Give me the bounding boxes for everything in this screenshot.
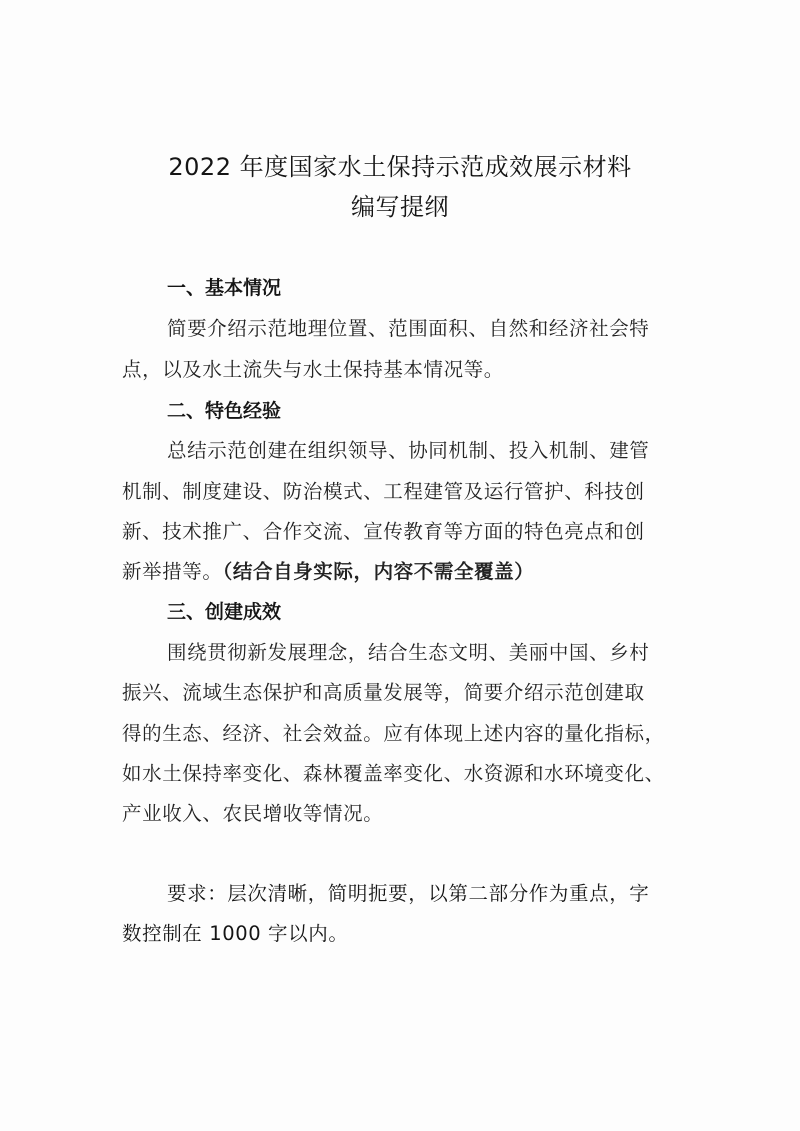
section-2-line-4 [122, 556, 534, 584]
section-heading-results: 三、创建成效 [167, 601, 282, 623]
section-2-line-1: 总结示范创建在组织领导、协同机制、投入机制、建管 [167, 439, 650, 462]
section-2-line-2: 机制、制度建设、防治模式、工程建管及运行管护、科技创 [122, 480, 645, 503]
section-3-line-4: 如水土保持率变化、森林覆盖率变化、水资源和水环境变化、 [122, 762, 665, 785]
section-3-line-5: 产业收入、农民增收等情况。 [122, 802, 384, 825]
section-1-line-1: 简要介绍示范地理位置、范围面积、自然和经济社会特 [167, 317, 650, 340]
section-heading-experience: 二、特色经验 [167, 400, 282, 422]
section-2-note: （结合自身实际，内容不需全覆盖） [222, 560, 535, 583]
section-2-line-3: 新、技术推广、合作交流、宣传教育等方面的特色亮点和创 [122, 520, 645, 543]
section-3-line-2: 振兴、流域生态保护和高质量发展等，简要介绍示范创建取 [122, 681, 645, 704]
document-title: 2022 年度国家水土保持示范成效展示材料 [168, 153, 632, 181]
document-subtitle: 编写提纲 [351, 193, 449, 221]
requirements-line-2: 数控制在 1000 字以内。 [122, 922, 349, 945]
section-3-line-3: 得的生态、经济、社会效益。应有体现上述内容的量化指标， [122, 722, 665, 745]
requirements-line-1: 要求：层次清晰，简明扼要，以第二部分作为重点，字 [167, 882, 650, 905]
section-1-line-2: 点，以及水土流失与水土保持基本情况等。 [122, 358, 504, 381]
section-heading-basic-info: 一、基本情况 [167, 277, 282, 299]
section-2-line-4-text: 新举措等。 [122, 560, 223, 583]
section-3-line-1: 围绕贯彻新发展理念，结合生态文明、美丽中国、乡村 [167, 641, 650, 664]
